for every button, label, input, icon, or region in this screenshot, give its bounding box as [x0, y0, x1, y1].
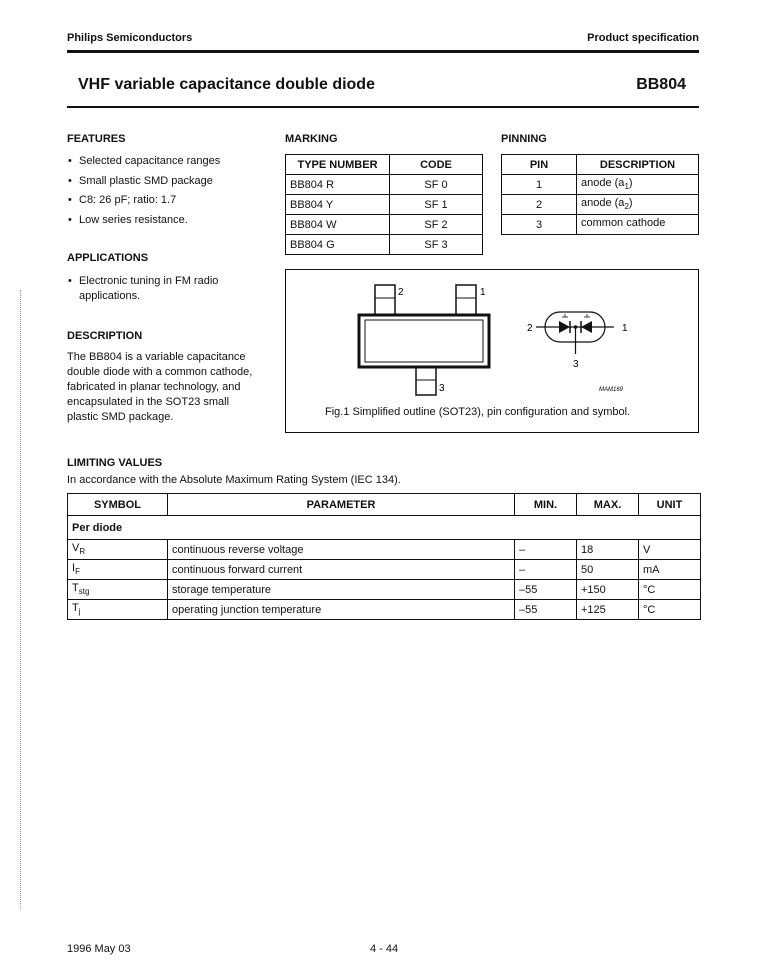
package-body	[359, 315, 489, 367]
description-heading: DESCRIPTION	[67, 330, 143, 342]
pin-2-pad	[375, 285, 395, 315]
marking-table	[285, 154, 483, 255]
page-title: VHF variable capacitance double diode	[78, 76, 375, 93]
description-line: The BB804 is a variable capacitance	[67, 351, 246, 363]
pinning-col-pin: PIN	[502, 155, 577, 175]
table-row	[286, 175, 483, 195]
pin-description: anode $(a_1)$	[577, 175, 699, 195]
pinning-table	[501, 154, 699, 235]
pin-1-label: 1	[480, 287, 486, 298]
features-list	[67, 154, 277, 232]
unit-cell: °C	[639, 600, 701, 620]
title-rule	[67, 106, 699, 108]
table-row	[68, 560, 701, 580]
marking-code: SF 1	[390, 195, 483, 215]
pin-number: 1	[502, 175, 577, 195]
pin-number: 2	[502, 195, 577, 215]
col-symbol: SYMBOL	[68, 494, 168, 516]
pin-description: common cathode	[577, 215, 699, 235]
marking-code: SF 2	[390, 215, 483, 235]
header-rule	[67, 50, 699, 53]
pin-1-pad	[456, 285, 476, 315]
marking-col-type: TYPE NUMBER	[286, 155, 390, 175]
feature-item: • Low series resistance.	[67, 213, 277, 228]
max-cell: +125	[577, 600, 639, 620]
pin-number: 3	[502, 215, 577, 235]
col-unit: UNIT	[639, 494, 701, 516]
description-line: double diode with a common cathode,	[67, 366, 253, 378]
parameter-cell: continuous reverse voltage	[168, 540, 515, 560]
col-min: MIN.	[515, 494, 577, 516]
footer-page-number: 4 - 44	[370, 943, 399, 955]
part-number: BB804	[636, 76, 686, 93]
marking-col-code: CODE	[390, 155, 483, 175]
feature-item: • Small plastic SMD package	[67, 174, 277, 189]
diode-right	[581, 321, 592, 333]
table-row	[502, 215, 699, 235]
symbol-pin-3: 3	[573, 359, 579, 370]
pinning-heading: PINNING	[501, 133, 547, 145]
col-parameter: PARAMETER	[168, 494, 515, 516]
diode-left	[559, 321, 570, 333]
symbol-cell: $I_F$	[68, 560, 168, 580]
description-line: encapsulated in the SOT23 small	[67, 396, 230, 408]
limiting-subtitle: In accordance with the Absolute Maximum Rating System (IEC 134).	[67, 474, 401, 486]
symbol-pin-2: 2	[527, 323, 533, 334]
feature-item: • Selected capacitance ranges	[67, 154, 277, 169]
marking-type: BB804 R	[286, 175, 390, 195]
parameter-cell: storage temperature	[168, 580, 515, 600]
max-cell: +150	[577, 580, 639, 600]
marking-code: SF 3	[390, 235, 483, 255]
table-row	[286, 195, 483, 215]
applications-list	[67, 274, 252, 309]
symbol-cell: $V_R$	[68, 540, 168, 560]
unit-cell: V	[639, 540, 701, 560]
max-cell: 18	[577, 540, 639, 560]
min-cell: –55	[515, 580, 577, 600]
footer-date: 1996 May 03	[67, 943, 131, 955]
col-max: MAX.	[577, 494, 639, 516]
company-name: Philips Semiconductors	[67, 32, 193, 44]
description-line: fabricated in planar technology, and	[67, 381, 241, 393]
table-row	[68, 540, 701, 560]
application-item: • Electronic tuning in FM radio applications.	[67, 274, 252, 304]
parameter-cell: operating junction temperature	[168, 600, 515, 620]
group-row: Per diode	[68, 516, 701, 540]
feature-item: • C8: 26 pF; ratio: 1.7	[67, 193, 277, 208]
parameter-cell: continuous forward current	[168, 560, 515, 580]
package-body-inner	[365, 320, 483, 362]
unit-cell: mA	[639, 560, 701, 580]
symbol-pin-1: 1	[622, 323, 628, 334]
pin-description: anode $(a_2)$	[577, 195, 699, 215]
table-row	[286, 215, 483, 235]
table-row	[68, 600, 701, 620]
pin-2-label: 2	[398, 287, 404, 298]
description-text	[67, 350, 277, 425]
limiting-heading: LIMITING VALUES	[67, 457, 163, 469]
marking-type: BB804 G	[286, 235, 390, 255]
figure-caption: Fig.1 Simplified outline (SOT23), pin configuration and symbol.	[325, 406, 631, 418]
min-cell: –	[515, 540, 577, 560]
figure-code: MAM169	[599, 387, 624, 393]
pin-3-label: 3	[439, 383, 445, 394]
table-row	[502, 175, 699, 195]
marking-type: BB804 Y	[286, 195, 390, 215]
symbol-cell: $T_j$	[68, 600, 168, 620]
pinning-col-description: DESCRIPTION	[577, 155, 699, 175]
min-cell: –55	[515, 600, 577, 620]
marking-heading: MARKING	[285, 133, 338, 145]
scan-margin-dots	[20, 290, 23, 910]
limiting-values-table	[67, 493, 701, 620]
table-row	[286, 235, 483, 255]
max-cell: 50	[577, 560, 639, 580]
marking-code: SF 0	[390, 175, 483, 195]
marking-type: BB804 W	[286, 215, 390, 235]
min-cell: –	[515, 560, 577, 580]
document-type: Product specification	[587, 32, 699, 44]
table-row	[502, 195, 699, 215]
features-heading: FEATURES	[67, 133, 126, 145]
description-line: plastic SMD package.	[67, 411, 174, 423]
pin-3-pad	[416, 367, 436, 395]
symbol-cell: $T_{stg}$	[68, 580, 168, 600]
table-row	[68, 580, 701, 600]
applications-heading: APPLICATIONS	[67, 252, 149, 264]
unit-cell: °C	[639, 580, 701, 600]
